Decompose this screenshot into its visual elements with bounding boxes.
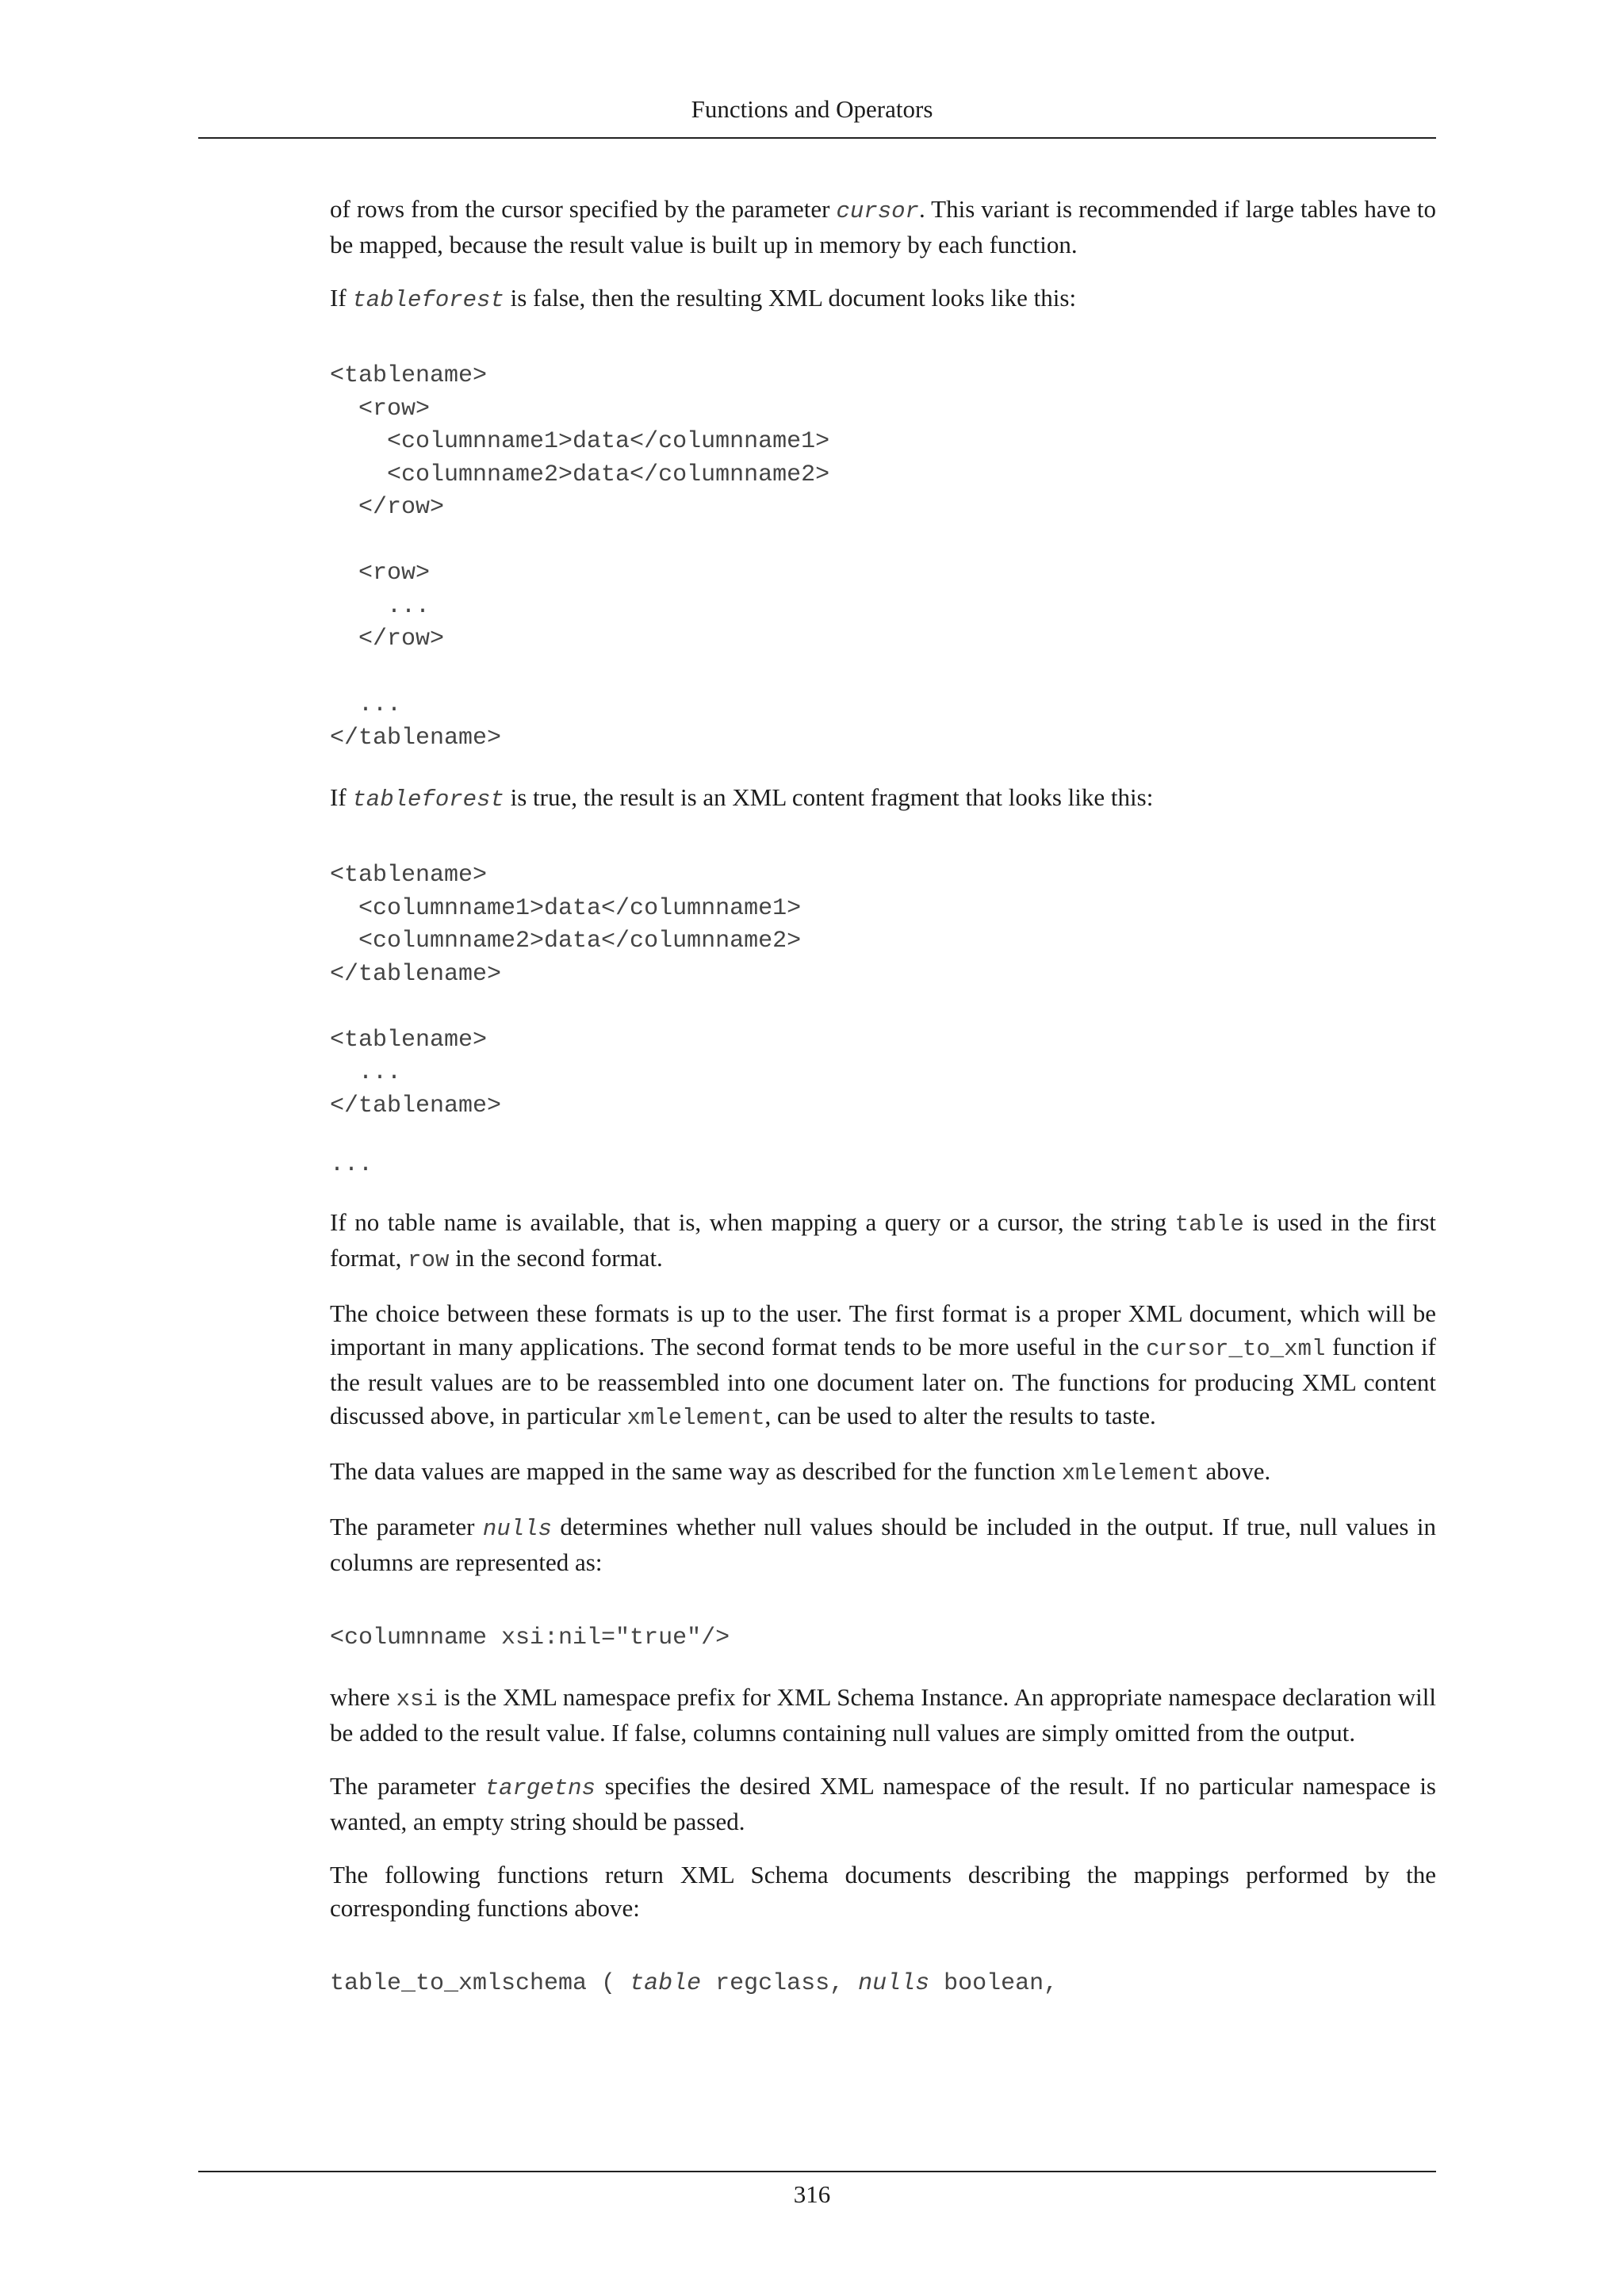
param-table: table [630, 1970, 702, 1997]
paragraph-no-table-name [330, 1206, 1436, 1277]
paragraph-cursor-variant [330, 193, 1436, 262]
text: . This variant is recommended if large tables have to be mapped, because the result value is built up in memory by each function. [330, 195, 1437, 258]
text: is false, then the resulting XML document looks like this: [504, 284, 1077, 312]
code-block-document-format: <tablename> <row> <columnname1>data</columnname1> <columnname2>data</columnname2> </row> <row> ... </row> ... </tablename> [330, 362, 830, 752]
code-row: row [408, 1246, 450, 1273]
footer-rule [198, 2171, 1436, 2172]
text: specifies the desired XML namespace of the result. If no particular namespace is wanted, an empty string should be passed. [330, 1772, 1436, 1835]
text: of rows from the cursor specified by the parameter [330, 195, 837, 223]
text: If no table name is available, that is, when mapping a query or a cursor, the string [330, 1207, 1175, 1236]
page-body [330, 193, 1436, 2027]
param-nulls: nulls [482, 1515, 552, 1542]
paragraph-xsi [330, 1681, 1436, 1750]
text: If [330, 783, 353, 811]
text: The parameter [330, 1772, 485, 1800]
code-block-table-to-xmlschema [330, 1968, 1436, 2001]
code-table: table [1174, 1211, 1244, 1238]
code-block-fragment-format: <tablename> <columnname1>data</columnname1> <columnname2>data</columnname2> </tablename> <tablename> ... </tablename> [330, 862, 802, 1119]
text: above. [1199, 1456, 1271, 1485]
code-text: table_to_xmlschema ( [330, 1970, 630, 1997]
param-targetns: targetns [485, 1775, 596, 1801]
code-block-nil: <columnname xsi:nil="true"/> [330, 1624, 730, 1651]
paragraph-tableforest-true [330, 781, 1436, 817]
paragraph-nulls [330, 1510, 1436, 1579]
param-cursor: cursor [836, 198, 919, 224]
text: is true, the result is an XML content fragment that looks like this: [504, 783, 1154, 811]
param-tableforest: tableforest [352, 786, 504, 813]
paragraph-targetns [330, 1770, 1436, 1839]
code-xmlelement: xmlelement [1061, 1460, 1200, 1487]
text: determines whether null values should be included in the output. If true, null values in columns are represented as: [330, 1512, 1436, 1576]
text: in the second format. [449, 1243, 663, 1272]
text: function if the result values are to be reassembled into one document later on. The functions for producing XML content discussed above, in particular [330, 1332, 1436, 1429]
param-nulls: nulls [858, 1970, 930, 1997]
code-text: boolean, [929, 1970, 1059, 1997]
code-ellipsis: ... [330, 1151, 373, 1178]
paragraph-xmlschema-intro: The following functions return XML Schema documents describing the mappings performed by the corresponding functions above: [330, 1861, 1436, 1922]
text: The choice between these formats is up to the user. The first format is a proper XML document, which will be important in many applications. The second format tends to be more useful in the [330, 1299, 1436, 1360]
page-number: 316 [793, 2180, 831, 2208]
text: is used in the first format, [330, 1207, 1436, 1272]
text: where [330, 1683, 396, 1711]
param-tableforest: tableforest [352, 287, 504, 313]
paragraph-data-values [330, 1455, 1436, 1490]
code-cursor-to-xml: cursor_to_xml [1146, 1335, 1326, 1362]
running-header-title: Functions and Operators [691, 95, 933, 123]
code-xmlelement: xmlelement [626, 1404, 765, 1431]
code-text: regclass, [701, 1970, 859, 1997]
header-rule [198, 137, 1436, 139]
paragraph-tableforest-false [330, 281, 1436, 317]
text: is the XML namespace prefix for XML Schema Instance. An appropriate namespace declaration will be added to the result value. If false, columns containing null values are simply omitted from the output. [330, 1683, 1437, 1747]
text: The parameter [330, 1512, 483, 1540]
paragraph-format-choice [330, 1297, 1436, 1435]
code-xsi: xsi [396, 1686, 438, 1712]
text: , can be used to alter the results to taste. [764, 1401, 1156, 1429]
text: If [330, 284, 353, 312]
text: The data values are mapped in the same way as described for the function [330, 1456, 1062, 1485]
